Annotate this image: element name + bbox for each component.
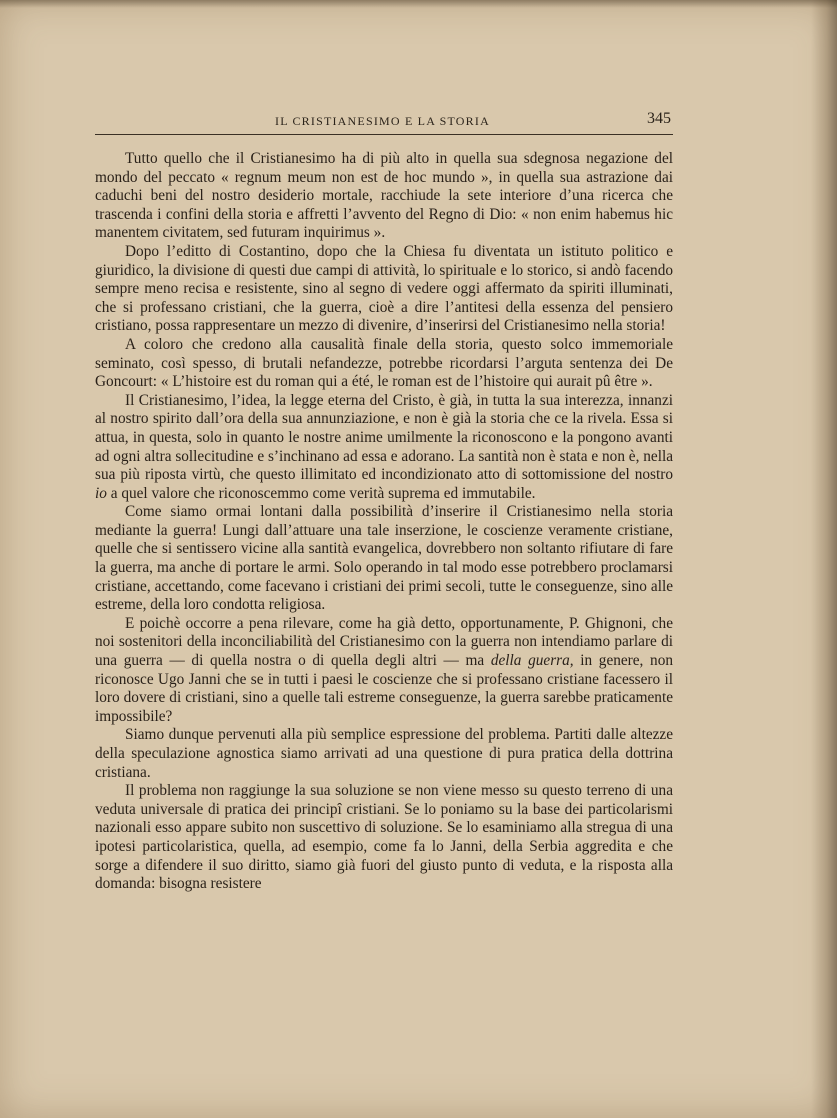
running-title: IL CRISTIANESIMO E LA STORIA [275, 114, 490, 128]
paragraph-5: Come siamo ormai lontani dalla possibilità d’inserire il Cristianesimo nella storia mediante la guerra! Lungi dall’attuare una tale inserzione, le coscienze veramente cristiane, quelle che si sentissero vicine alla santità evangelica, dovrebbero non soltanto rifiutare di fare la guerra, ma anche di portare le armi. Solo operando in tal modo esse potrebbero proclamarsi cristiane, accettando, come facevano i cristiani dei primi secoli, tutte le conseguenze, sino alle estreme, della loro condotta religiosa. [95, 503, 673, 614]
paragraph-3: A coloro che credono alla causalità finale della storia, questo solco immemoriale seminato, così spesso, di brutali nefandezze, potrebbe ricordarsi l’arguta sentenza dei De Goncourt: « L’histoire est du roman qui a été, le roman est de l’histoire qui aurait pû être ». [95, 335, 673, 391]
paragraph-1: Tutto quello che il Cristianesimo ha di più alto in quella sua sdegnosa negazione del mondo del peccato « regnum meum non est de hoc mundo », in quella sua astrazione dai caduchi beni del nostro desiderio mortale, racchiude la sete interiore d’una ricerca che trascenda i confini della storia e affretti l’avvento del Regno di Dio: « non enim habemus hic manentem civitatem, sed futuram inquirimus ». [95, 150, 673, 242]
paragraph-7: Siamo dunque pervenuti alla più semplice espressione del problema. Partiti dalle altezze della speculazione agnostica siamo arrivati ad una questione di pura pratica della dottrina cristiana. [95, 726, 673, 781]
page-number: 345 [647, 110, 671, 127]
running-head [95, 110, 673, 134]
paragraph-6-italic: della guerra, [490, 652, 574, 670]
page-right-edge [811, 0, 837, 1118]
paragraph-6 [95, 615, 673, 727]
header-rule [95, 134, 673, 135]
paragraph-6-tail: in genere, non riconosce Ugo Janni che se in tutti i paesi le coscienze che si professano cristiane facessero il loro dovere di cristiani, sino a quelle tali estreme conseguenze, la guerra sarebbe praticamente impossibile? [95, 652, 673, 725]
paragraph-6-text: E poichè occorre a pena rilevare, come ha già detto, opportunamente, P. Ghignoni, che noi sostenitori della inconciliabilità del Cristianesimo con la guerra non intendiamo parlare di una guerra — di quella nostra o di quella degli altri — ma [95, 614, 673, 670]
paragraph-8: Il problema non raggiunge la sua soluzione se non viene messo su questo terreno di una veduta universale di pratica dei principî cristiani. Se lo poniamo su la base dei particolarismi nazionali esso appare subito non suscettivo di soluzione. Se lo esaminiamo alla stregua di una ipotesi particolaristica, quella, ad esempio, come fa lo Janni, della Serbia aggredita e che sorge a difendere il suo diritto, siamo già fuori del giusto punto di veduta, e la risposta alla domanda: bisogna resistere [95, 782, 673, 893]
paragraph-4-tail: a quel valore che riconoscemmo come verità suprema ed immutabile. [106, 484, 536, 502]
body-text [95, 150, 673, 894]
paragraph-2: Dopo l’editto di Costantino, dopo che la Chiesa fu diventata un istituto politico e giuridico, la divisione di questi due campi di attività, lo spirituale e lo storico, si andò facendo sempre meno recisa e resistente, sino al segno di vedere oggi affermato da spiriti illuminati, che si professano cristiani, che la guerra, cioè a dire l’antitesi della essenza del pensiero cristiano, possa rappresentare un mezzo di divenire, d’inserirsi del Cristianesimo nella storia! [95, 242, 673, 335]
paragraph-4-italic: io [95, 484, 107, 502]
paragraph-4 [95, 392, 673, 504]
page-top-shadow [0, 0, 837, 8]
paragraph-4-text: Il Cristianesimo, l’idea, la legge eterna del Cristo, è già, in tutta la sua interezza, innanzi al nostro spirito dall’ora della sua annunziazione, e non è già la storia che ce la rivela. Essa si attua, in questa, solo in quanto le nostre anime umilmente la riconoscono e la pongono avanti ad ogni altra sollecitudine e s’inchinano ad essa e adorano. La santità non è stata e non è, nella sua più riposta virtù, che questo illimitato ed incondizionato atto di sottomissione del nostro [95, 391, 673, 484]
